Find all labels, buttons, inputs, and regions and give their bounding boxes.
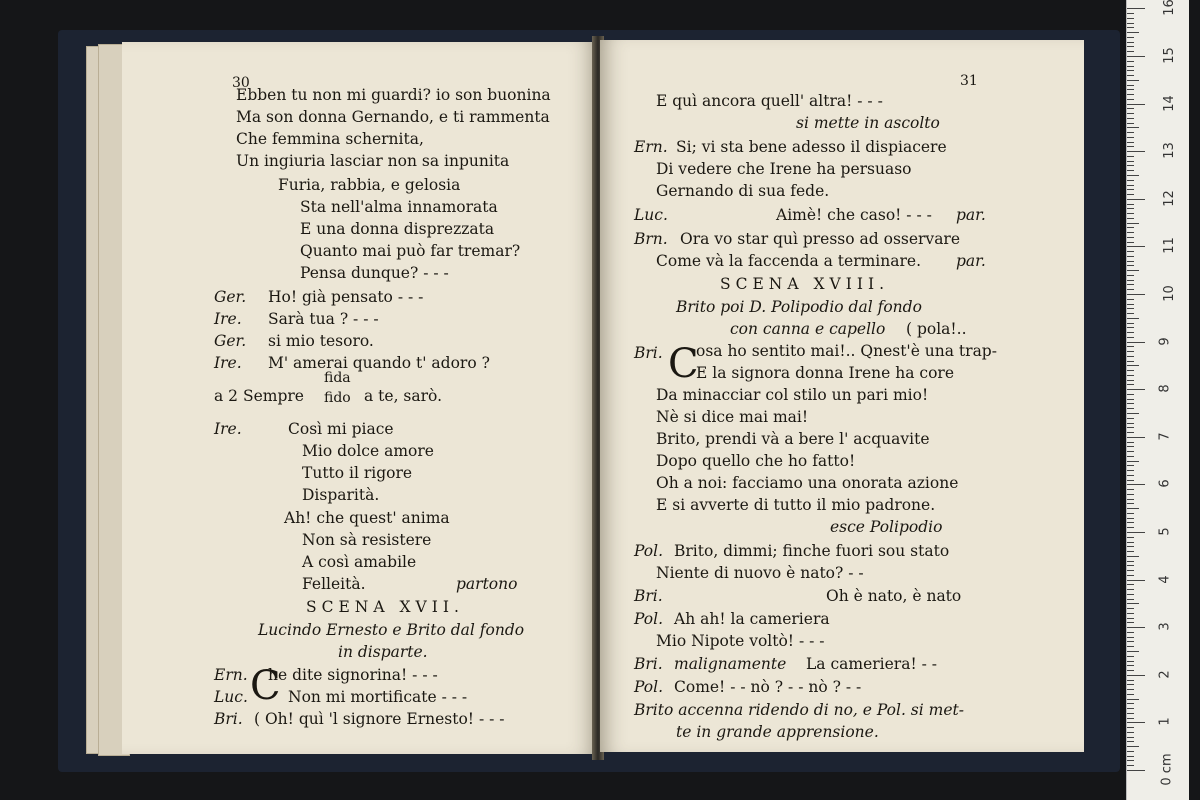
ruler-tick [1127,394,1134,395]
ruler-tick [1127,561,1134,562]
ruler-tick [1127,427,1134,428]
ruler-tick [1127,365,1139,366]
ruler-number: 3 [1157,622,1173,631]
ruler-tick [1127,80,1139,81]
ruler-tick [1127,123,1134,124]
ruler-tick [1127,304,1134,305]
verse-line: a te, sarò. [364,387,443,405]
verse-line: Non mi mortificate - - - [288,688,468,706]
ruler-tick [1127,637,1134,638]
verse-line: A così amabile [302,553,417,571]
ruler-tick [1127,165,1134,166]
verse-line: Furia, rabbia, e gelosia [278,176,461,194]
verse-line: Dopo quello che ho fatto! [656,452,856,470]
ruler-tick [1127,246,1145,247]
verse-line: Pensa dunque? - - - [300,264,449,282]
ruler-tick [1127,522,1134,523]
ruler-tick [1127,641,1134,642]
verse-line: E si avverte di tutto il mio padrone. [656,496,936,514]
ruler-tick [1127,765,1134,766]
ruler-tick [1127,470,1134,471]
ruler-tick [1127,342,1145,343]
speaker-label: Bri. [634,587,663,605]
ruler-tick [1127,437,1145,438]
ruler-tick [1127,61,1134,62]
verse-line: Ma son donna Gernando, e ti rammenta [236,108,550,126]
ruler-tick [1127,694,1134,695]
ruler-tick [1127,275,1134,276]
ruler-tick [1127,194,1134,195]
scene-heading: SCENA XVII. [306,598,464,616]
ruler-tick [1127,327,1134,328]
ruler-tick [1127,299,1134,300]
ruler-tick [1127,313,1134,314]
ruler-tick [1127,413,1139,414]
speaker-label: Luc. [214,688,248,706]
ruler-tick [1127,66,1134,67]
ruler-tick [1127,622,1134,623]
ruler-tick [1127,89,1134,90]
ruler-tick [1127,703,1134,704]
ruler-tick [1127,542,1134,543]
ruler-number: 1 [1157,717,1173,727]
ruler-tick [1127,213,1134,214]
speaker-label: Ire. [214,310,242,328]
ruler-tick [1127,13,1134,14]
ruler-tick [1127,46,1134,47]
verse-line: Sta nell'alma innamorata [300,198,498,216]
ruler-tick [1127,137,1134,138]
ruler-unit-label: 0 cm [1159,753,1175,786]
ruler-tick [1127,461,1139,462]
speaker-label: Ire. [214,354,242,372]
verse-line: Brito, dimmi; finche fuori sou stato [674,542,950,560]
verse-line: Felleità. [302,575,366,593]
ruler-tick [1127,518,1134,519]
verse-line: Mio dolce amore [302,442,434,460]
ruler-tick [1127,37,1134,38]
page-number: 30 [232,75,250,91]
stage-direction: par. [956,252,986,270]
ruler-tick [1127,465,1134,466]
ruler-tick [1127,8,1145,9]
ruler-number: 16 [1161,0,1177,17]
ruler-tick [1127,332,1134,333]
verse-line: si mio tesoro. [268,332,374,350]
ruler-tick [1127,613,1134,614]
verse-line: Oh a noi: facciamo una onorata azione [656,474,959,492]
stage-direction: in disparte. [338,643,428,661]
ruler-tick [1127,727,1134,728]
ruler-tick [1127,737,1134,738]
ruler-number: 4 [1157,574,1173,584]
ruler-tick [1127,94,1134,95]
verse-line: Come và la faccenda a terminare. [656,252,921,270]
ruler-tick [1127,556,1139,557]
ruler-tick [1127,323,1134,324]
ruler-tick [1127,551,1134,552]
ruler-number: 15 [1161,47,1177,64]
stage-direction: malignamente [674,655,787,673]
ruler-tick [1127,508,1139,509]
ruler-tick [1127,75,1134,76]
ruler-tick [1127,699,1139,700]
ruler-tick [1127,632,1134,633]
ruler-tick [1127,384,1134,385]
ruler-tick [1127,161,1134,162]
speaker-label: Bri. [634,344,663,362]
ruler-tick [1127,646,1134,647]
right-page [600,40,1084,752]
ruler-tick [1127,361,1134,362]
stage-direction: si mette in ascolto [796,114,940,132]
ruler-tick [1127,503,1134,504]
ruler-tick [1127,570,1134,571]
ruler-tick [1127,499,1134,500]
ruler-tick [1127,418,1134,419]
ruler-tick [1127,423,1134,424]
scene-heading: SCENA XVIII. [720,275,889,293]
speaker-label: Brn. [634,230,668,248]
ruler-tick [1127,356,1134,357]
ruler-tick [1127,208,1134,209]
ruler-tick [1127,237,1134,238]
verse-line: Di vedere che Irene ha persuaso [656,160,912,178]
verse-line: Brito, prendi và a bere l' acquavite [656,430,930,448]
ruler-tick [1127,442,1134,443]
ruler-tick [1127,527,1134,528]
drop-cap: C [250,663,281,709]
ruler-tick [1127,708,1134,709]
ruler-number: 6 [1157,479,1173,489]
stage-direction: Brito poi D. Polipodio dal fondo [676,298,922,316]
ruler-tick [1127,580,1145,581]
ruler-tick [1127,104,1145,105]
speaker-label: Bri. [214,710,243,728]
ruler-tick [1127,280,1134,281]
verse-line: Ebben tu non mi guardi? io son buonina [236,86,551,104]
speaker-label: Ern. [214,666,248,684]
ruler-tick [1127,546,1134,547]
ruler-tick [1127,618,1134,619]
ruler-tick [1127,484,1145,485]
ruler-tick [1127,689,1134,690]
verse-line: Un ingiuria lasciar non sa inpunita [236,152,510,170]
ruler-tick [1127,741,1134,742]
verse-line: E quì ancora quell' altra! - - - [656,92,883,110]
ruler-tick [1127,242,1134,243]
ruler-tick [1127,408,1134,409]
verse-line: Sarà tua ? - - - [268,310,379,328]
ruler-tick [1127,170,1134,171]
ruler-tick [1127,308,1134,309]
verse-line: Mio Nipote voltò! - - - [656,632,825,650]
ruler-tick [1127,189,1134,190]
ruler-tick [1127,175,1139,176]
verse-line: fido [324,390,351,406]
ruler-tick [1127,218,1134,219]
ruler-number: 10 [1161,285,1177,302]
verse-line: La cameriera! - - [806,655,938,673]
ruler-tick [1127,489,1134,490]
verse-line: Come! - - nò ? - - nò ? - - [674,678,862,696]
verse-line: Così mi piace [288,420,394,438]
ruler-tick [1127,156,1134,157]
ruler-tick [1127,594,1134,595]
ruler-tick [1127,284,1134,285]
verse-line: ( Oh! quì 'l signore Ernesto! - - - [254,710,505,728]
verse-line: E una donna disprezzata [300,220,495,238]
ruler-tick [1127,746,1139,747]
ruler-number: 2 [1157,670,1173,679]
stage-direction: esce Polipodio [830,518,943,536]
ruler-tick [1127,146,1134,147]
speaker-label: Ern. [634,138,668,156]
verse-line: osa ho sentito mai!.. Qnest'è una trap- [696,342,997,360]
speaker-label: Pol. [634,542,664,560]
verse-line: Non sà resistere [302,531,432,549]
ruler-tick [1127,261,1134,262]
verse-line: Nè si dice mai mai! [656,408,809,426]
ruler-tick [1127,251,1134,252]
ruler-tick [1127,151,1145,152]
verse-line: M' amerai quando t' adoro ? [268,354,490,372]
verse-line: Gernando di sua fede. [656,182,830,200]
ruler-tick [1127,675,1145,676]
ruler-number: 7 [1157,432,1173,441]
ruler-number: 8 [1157,384,1173,393]
ruler-tick [1127,232,1134,233]
ruler-tick [1127,589,1134,590]
verse-line: Si; vi sta bene adesso il dispiacere [676,138,947,156]
ruler-tick [1127,760,1134,761]
ruler-tick [1127,270,1139,271]
verse-line: Che femmina schernita, [236,130,424,148]
ruler-number: 12 [1161,190,1177,207]
ruler-tick [1127,665,1134,666]
ruler-tick [1127,294,1145,295]
ruler-tick [1127,375,1134,376]
ruler-tick [1127,70,1134,71]
ruler-tick [1127,575,1134,576]
ruler-tick [1127,656,1134,657]
ruler-tick [1127,99,1134,100]
ruler-tick [1127,608,1134,609]
drop-cap: C [668,341,699,387]
ruler-tick [1127,565,1134,566]
ruler-tick [1127,713,1134,714]
ruler-tick [1127,684,1134,685]
ruler-number: 13 [1161,142,1177,159]
stage-direction: Lucindo Ernesto e Brito dal fondo [258,621,525,639]
ruler-tick [1127,494,1134,495]
ruler-tick [1127,27,1134,28]
ruler-tick [1127,289,1134,290]
ruler-tick [1127,370,1134,371]
ruler-tick [1127,85,1134,86]
ruler-tick [1127,337,1134,338]
ruler-tick [1127,180,1134,181]
ruler-tick [1127,351,1134,352]
ruler-tick [1127,142,1134,143]
verse-line: Niente di nuovo è nato? - - [656,564,864,582]
ruler-tick [1127,722,1145,723]
ruler-tick [1127,432,1134,433]
ruler-tick [1127,204,1134,205]
verse-line: Ho! già pensato - - - [268,288,424,306]
ruler-tick [1127,670,1134,671]
ruler-tick [1127,256,1134,257]
verse-line: Aimè! che caso! - - - [776,206,932,224]
ruler-tick [1127,32,1139,33]
stage-direction: te in grande apprensione. [676,723,879,741]
ruler-tick [1127,127,1139,128]
speaker-label: Pol. [634,678,664,696]
ruler-number: 9 [1157,336,1173,346]
ruler-tick [1127,318,1139,319]
ruler-tick [1127,113,1134,114]
ruler-tick [1127,346,1134,347]
ruler-tick [1127,389,1145,390]
ruler-tick [1127,18,1134,19]
ruler-tick [1127,446,1134,447]
verse-line: Da minacciar col stilo un pari mio! [656,386,929,404]
ruler-tick [1127,680,1134,681]
ruler-tick [1127,603,1139,604]
verse-line: Ah! che quest' anima [284,509,450,527]
ruler-tick [1127,513,1134,514]
ruler-tick [1127,718,1134,719]
ruler-number: 11 [1161,237,1177,255]
stage-direction: con canna e capello [730,320,886,338]
ruler-tick [1127,475,1134,476]
ruler-tick [1127,770,1145,771]
ruler-tick [1127,480,1134,481]
page-number: 31 [960,73,978,89]
speaker-label: Pol. [634,610,664,628]
verse-line: a 2 Sempre [214,387,304,405]
ruler-tick [1127,227,1134,228]
ruler-number: 5 [1157,527,1173,536]
verse-line: E la signora donna Irene ha core [696,364,955,382]
ruler-tick [1127,199,1145,200]
verse-line: Quanto mai può far tremar? [300,242,521,260]
ruler-tick [1127,380,1134,381]
ruler-tick [1127,751,1134,752]
verse-line: Ah ah! la cameriera [674,610,830,628]
ruler-tick [1127,537,1134,538]
verse-line: Tutto il rigore [302,464,413,482]
measuring-ruler [1126,0,1189,800]
verse-line: he dite signorina! - - - [268,666,438,684]
verse-line: Disparità. [302,486,380,504]
ruler-tick [1127,265,1134,266]
ruler-tick [1127,23,1134,24]
ruler-tick [1127,403,1134,404]
stage-direction: partono [456,575,518,593]
ruler-tick [1127,132,1134,133]
stage-direction: ( pola!.. [906,320,967,338]
ruler-tick [1127,56,1145,57]
left-page [122,42,596,754]
stage-direction: par. [956,206,986,224]
ruler-tick [1127,732,1134,733]
verse-line: Oh è nato, è nato [826,587,962,605]
ruler-tick [1127,651,1139,652]
ruler-tick [1127,51,1134,52]
ruler-tick [1127,451,1134,452]
ruler-tick [1127,584,1134,585]
ruler-tick [1127,118,1134,119]
verse-line: fida [324,370,351,386]
speaker-label: Bri. [634,655,663,673]
ruler-tick [1127,599,1134,600]
ruler-number: 14 [1161,94,1177,112]
ruler-tick [1127,456,1134,457]
ruler-tick [1127,42,1134,43]
ruler-tick [1127,661,1134,662]
ruler-tick [1127,185,1134,186]
stage-direction: Brito accenna ridendo di no, e Pol. si met- [634,701,964,719]
ruler-tick [1127,108,1134,109]
ruler-tick [1127,627,1145,628]
speaker-label: Luc. [634,206,668,224]
speaker-label: Ger. [214,288,247,306]
ruler-tick [1127,532,1145,533]
ruler-tick [1127,399,1134,400]
speaker-label: Ger. [214,332,247,350]
ruler-tick [1127,223,1139,224]
ruler-tick [1127,756,1134,757]
verse-line: Ora vo star quì presso ad osservare [680,230,961,248]
speaker-label: Ire. [214,420,242,438]
